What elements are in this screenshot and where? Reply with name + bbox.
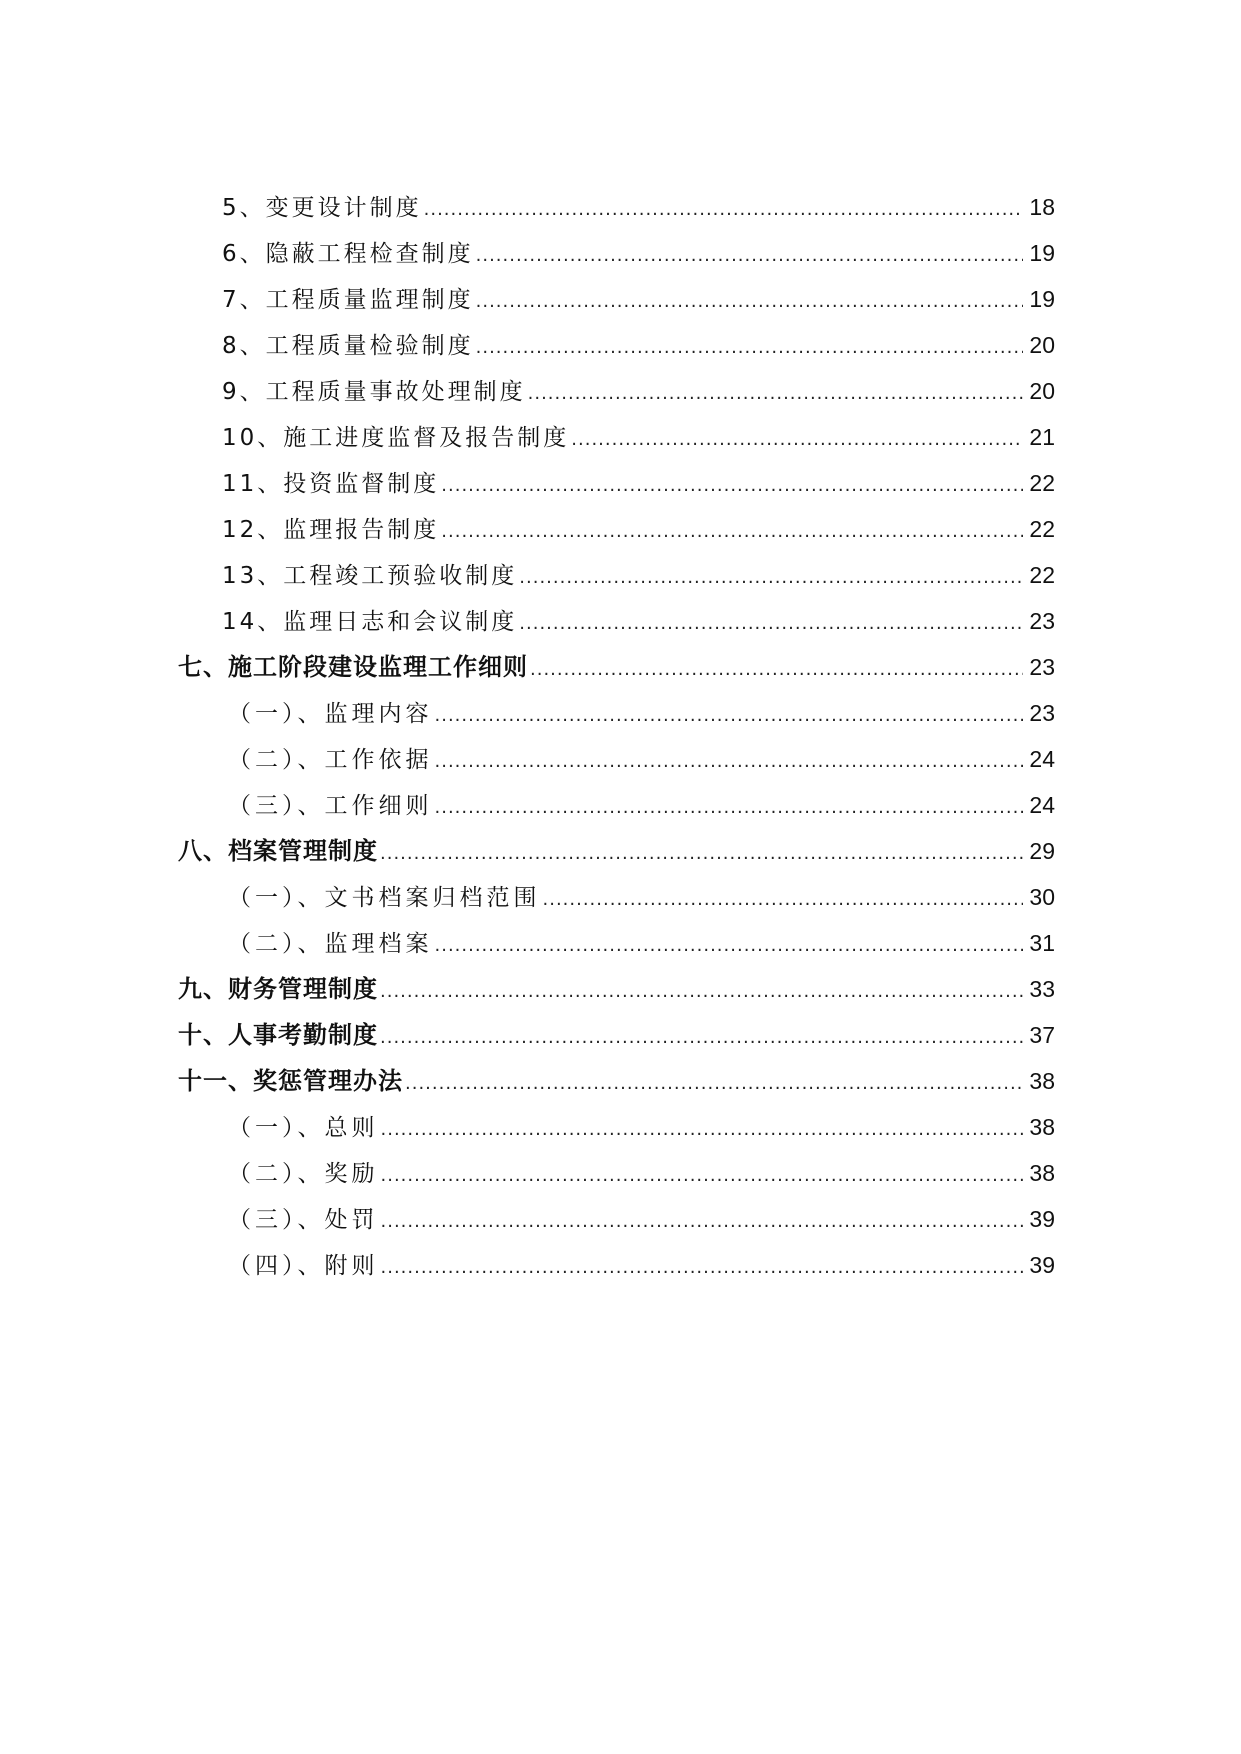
toc-entry-title: 14、监理日志和会议制度 [222, 609, 518, 635]
toc-entry-page-number: 22 [1029, 516, 1055, 542]
toc-entry[interactable] [0, 1242, 1241, 1288]
toc-entry[interactable] [0, 736, 1241, 782]
toc-entry-page-number: 38 [1029, 1068, 1055, 1094]
toc-entry-line [222, 368, 1055, 414]
toc-entry[interactable] [0, 1196, 1241, 1242]
toc-entry[interactable] [0, 414, 1241, 460]
toc-entry[interactable] [0, 552, 1241, 598]
toc-entry-line [228, 1150, 1055, 1196]
toc-entry-page-number: 38 [1029, 1160, 1055, 1186]
dot-leader [435, 693, 1024, 739]
dot-leader [435, 785, 1024, 831]
toc-entry[interactable] [0, 644, 1241, 690]
toc-entry-line [228, 874, 1055, 920]
table-of-contents [0, 184, 1241, 1288]
dot-leader [381, 1107, 1024, 1153]
toc-entry-page-number: 23 [1029, 654, 1055, 680]
toc-entry-title: （四）、附则 [228, 1253, 379, 1279]
toc-entry-title: 11、投资监督制度 [222, 471, 440, 497]
dot-leader [435, 923, 1024, 969]
toc-entry-page-number: 20 [1029, 378, 1055, 404]
dot-leader [380, 969, 1023, 1015]
toc-entry-page-number: 24 [1029, 746, 1055, 772]
toc-entry-page-number: 39 [1029, 1252, 1055, 1278]
dot-leader [530, 647, 1023, 693]
toc-entry-line [228, 690, 1055, 736]
dot-leader [381, 1199, 1024, 1245]
toc-entry-line [222, 598, 1055, 644]
toc-entry[interactable] [0, 828, 1241, 874]
toc-entry-page-number: 29 [1029, 838, 1055, 864]
toc-entry-line [222, 414, 1055, 460]
toc-entry-title: 十、人事考勤制度 [178, 1021, 378, 1049]
toc-entry-title: 10、施工进度监督及报告制度 [222, 425, 570, 451]
toc-entry-line [228, 782, 1055, 828]
toc-entry-title: 九、财务管理制度 [178, 975, 378, 1003]
toc-entry-title: （二）、奖励 [228, 1161, 379, 1187]
toc-entry-page-number: 20 [1029, 332, 1055, 358]
toc-entry-page-number: 37 [1029, 1022, 1055, 1048]
toc-entry-page-number: 22 [1029, 562, 1055, 588]
toc-entry-title: 6、隐蔽工程检查制度 [222, 241, 474, 267]
dot-leader [424, 187, 1023, 233]
toc-entry-line [222, 230, 1055, 276]
toc-entry[interactable] [0, 184, 1241, 230]
toc-entry-page-number: 18 [1029, 194, 1055, 220]
dot-leader [476, 279, 1023, 325]
dot-leader [405, 1061, 1023, 1107]
toc-entry-title: 5、变更设计制度 [222, 195, 422, 221]
toc-entry-line [222, 460, 1055, 506]
toc-entry-page-number: 30 [1029, 884, 1055, 910]
toc-entry-page-number: 22 [1029, 470, 1055, 496]
toc-entry[interactable] [0, 506, 1241, 552]
toc-entry-page-number: 39 [1029, 1206, 1055, 1232]
toc-entry-page-number: 33 [1029, 976, 1055, 1002]
dot-leader [476, 325, 1023, 371]
toc-entry-title: （二）、工作依据 [228, 747, 433, 773]
toc-entry-page-number: 31 [1029, 930, 1055, 956]
dot-leader [441, 509, 1023, 555]
toc-entry[interactable] [0, 1104, 1241, 1150]
toc-entry-line [228, 1196, 1055, 1242]
toc-entry-line [222, 506, 1055, 552]
toc-entry[interactable] [0, 1150, 1241, 1196]
toc-entry-page-number: 19 [1029, 286, 1055, 312]
toc-entry[interactable] [0, 1058, 1241, 1104]
dot-leader [571, 417, 1023, 463]
toc-entry-title: （三）、处罚 [228, 1207, 379, 1233]
dot-leader [543, 877, 1024, 923]
toc-entry-line [228, 920, 1055, 966]
toc-entry-title: 8、工程质量检验制度 [222, 333, 474, 359]
toc-entry-line [178, 1058, 1055, 1104]
toc-entry-line [222, 322, 1055, 368]
toc-entry[interactable] [0, 460, 1241, 506]
toc-entry-line [222, 276, 1055, 322]
dot-leader [519, 601, 1023, 647]
dot-leader [380, 831, 1023, 877]
toc-entry-page-number: 24 [1029, 792, 1055, 818]
toc-entry-page-number: 23 [1029, 608, 1055, 634]
toc-entry[interactable] [0, 966, 1241, 1012]
toc-entry-title: （一）、总则 [228, 1115, 379, 1141]
toc-entry[interactable] [0, 782, 1241, 828]
dot-leader [381, 1245, 1024, 1291]
toc-entry-title: 12、监理报告制度 [222, 517, 440, 543]
toc-entry-page-number: 23 [1029, 700, 1055, 726]
toc-entry-title: 13、工程竣工预验收制度 [222, 563, 518, 589]
toc-entry-title: （三）、工作细则 [228, 793, 433, 819]
toc-entry[interactable] [0, 1012, 1241, 1058]
toc-entry-page-number: 38 [1029, 1114, 1055, 1140]
dot-leader [528, 371, 1023, 417]
toc-entry[interactable] [0, 276, 1241, 322]
toc-entry-page-number: 19 [1029, 240, 1055, 266]
toc-entry-page-number: 21 [1029, 424, 1055, 450]
dot-leader [476, 233, 1023, 279]
dot-leader [435, 739, 1024, 785]
toc-entry[interactable] [0, 230, 1241, 276]
toc-entry-line [178, 828, 1055, 874]
dot-leader [381, 1153, 1024, 1199]
dot-leader [441, 463, 1023, 509]
toc-entry[interactable] [0, 690, 1241, 736]
toc-entry-title: （二）、监理档案 [228, 931, 433, 957]
toc-entry-line [178, 644, 1055, 690]
dot-leader [380, 1015, 1023, 1061]
toc-entry-line [228, 736, 1055, 782]
toc-entry-title: 7、工程质量监理制度 [222, 287, 474, 313]
toc-entry[interactable] [0, 920, 1241, 966]
toc-entry-line [222, 184, 1055, 230]
toc-entry-title: 十一、奖惩管理办法 [178, 1067, 403, 1095]
toc-entry[interactable] [0, 874, 1241, 920]
toc-entry[interactable] [0, 368, 1241, 414]
toc-entry-line [228, 1104, 1055, 1150]
toc-entry-line [178, 1012, 1055, 1058]
toc-entry[interactable] [0, 598, 1241, 644]
toc-entry-line [228, 1242, 1055, 1288]
toc-entry-title: （一）、监理内容 [228, 701, 433, 727]
toc-entry[interactable] [0, 322, 1241, 368]
dot-leader [519, 555, 1023, 601]
toc-entry-title: 八、档案管理制度 [178, 837, 378, 865]
toc-entry-title: （一）、文书档案归档范围 [228, 885, 541, 911]
toc-entry-line [178, 966, 1055, 1012]
toc-entry-title: 9、工程质量事故处理制度 [222, 379, 526, 405]
toc-entry-line [222, 552, 1055, 598]
toc-entry-title: 七、施工阶段建设监理工作细则 [178, 653, 528, 681]
